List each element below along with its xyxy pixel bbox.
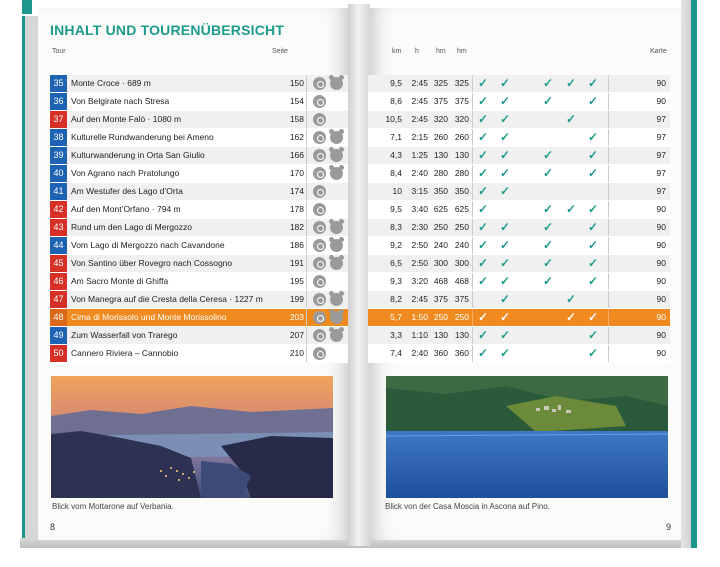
tour-page: 195 <box>289 276 304 286</box>
walk-icon <box>313 293 326 306</box>
dog-icon <box>330 293 343 306</box>
cover-right-edge <box>681 0 697 548</box>
walk-icon <box>313 239 326 252</box>
check-icon: ✓ <box>588 310 599 324</box>
tour-km: 7,4 <box>390 348 402 358</box>
tour-number: 36 <box>50 93 67 110</box>
header-hm-up: hm <box>436 48 446 55</box>
tour-karte: 90 <box>656 258 666 268</box>
check-icon: ✓ <box>478 184 489 198</box>
dog-icon <box>330 131 343 144</box>
tour-name: Kulturwanderung in Orta San Giulio <box>71 150 205 160</box>
tour-name: Kulturelle Rundwanderung bei Ameno <box>71 132 214 142</box>
tour-name: Am Sacro Monte di Ghiffa <box>71 276 169 286</box>
tour-page: 191 <box>289 258 304 268</box>
check-icon: ✓ <box>478 220 489 234</box>
tour-name: Von Agrano nach Pratolungo <box>71 168 180 178</box>
tour-number: 47 <box>50 291 67 308</box>
tour-name: Auf den Mont’Orfano · 794 m <box>71 204 181 214</box>
walk-icon <box>313 185 326 198</box>
tour-row-stats <box>368 237 670 255</box>
tour-number: 49 <box>50 327 67 344</box>
header-tour: Tour <box>52 48 66 55</box>
check-icon: ✓ <box>478 112 489 126</box>
walk-icon <box>313 311 326 324</box>
tour-row <box>50 255 348 273</box>
tour-row <box>50 183 348 201</box>
check-icon: ✓ <box>500 166 511 180</box>
check-icon: ✓ <box>478 310 489 324</box>
walk-icon <box>313 149 326 162</box>
check-icon: ✓ <box>543 148 554 162</box>
tour-row-stats <box>368 75 670 93</box>
walk-icon <box>313 203 326 216</box>
check-icon: ✓ <box>588 328 599 342</box>
check-icon: ✓ <box>566 112 577 126</box>
tour-km: 10,5 <box>385 114 402 124</box>
dog-icon <box>330 311 343 324</box>
tour-row <box>50 147 348 165</box>
tour-row-stats <box>368 327 670 345</box>
check-icon: ✓ <box>500 346 511 360</box>
tour-row <box>50 291 348 309</box>
check-icon: ✓ <box>588 274 599 288</box>
tour-hm2: 260 <box>454 132 469 142</box>
tour-hm1: 280 <box>433 168 448 178</box>
tour-page: 182 <box>289 222 304 232</box>
tour-h: 3:15 <box>411 186 428 196</box>
walk-icon <box>313 257 326 270</box>
tour-page: 150 <box>289 78 304 88</box>
tour-name: Cima di Morissolo und Monte Morissolino <box>71 312 227 322</box>
tour-page: 207 <box>289 330 304 340</box>
header-h: h <box>415 48 419 55</box>
tour-h: 2:50 <box>411 258 428 268</box>
tour-h: 2:50 <box>411 240 428 250</box>
check-icon: ✓ <box>543 238 554 252</box>
tour-page: 166 <box>289 150 304 160</box>
check-icon: ✓ <box>566 76 577 90</box>
check-icon: ✓ <box>543 76 554 90</box>
tour-hm1: 375 <box>433 294 448 304</box>
walk-icon <box>313 275 326 288</box>
tour-number: 41 <box>50 183 67 200</box>
check-icon: ✓ <box>478 130 489 144</box>
check-icon: ✓ <box>566 292 577 306</box>
walk-icon <box>313 113 326 126</box>
header-km: km <box>392 48 402 55</box>
check-icon: ✓ <box>543 202 554 216</box>
tour-row <box>50 75 348 93</box>
tour-row <box>50 111 348 129</box>
tour-hm2: 468 <box>454 276 469 286</box>
tour-row-stats <box>368 93 670 111</box>
tour-hm1: 240 <box>433 240 448 250</box>
check-icon: ✓ <box>566 202 577 216</box>
tour-h: 1:10 <box>411 330 428 340</box>
dog-icon <box>330 167 343 180</box>
tour-karte: 90 <box>656 330 666 340</box>
tour-h: 2:45 <box>411 78 428 88</box>
tour-hm1: 260 <box>433 132 448 142</box>
tour-karte: 90 <box>656 294 666 304</box>
walk-icon <box>313 221 326 234</box>
dog-icon <box>330 221 343 234</box>
tour-hm1: 375 <box>433 96 448 106</box>
tour-name: Vom Lago di Mergozzo nach Cavandone <box>71 240 225 250</box>
tour-number: 43 <box>50 219 67 236</box>
cover-accent <box>22 0 32 14</box>
check-icon: ✓ <box>478 346 489 360</box>
tour-h: 3:20 <box>411 276 428 286</box>
tour-hm1: 468 <box>433 276 448 286</box>
dog-icon <box>330 77 343 90</box>
tour-row-stats <box>368 255 670 273</box>
tour-name: Auf den Monte Falò · 1080 m <box>71 114 182 124</box>
header-karte: Karte <box>650 48 667 55</box>
tour-page: 199 <box>289 294 304 304</box>
tour-row <box>50 129 348 147</box>
page-title: INHALT UND TOURENÜBERSICHT <box>50 22 285 38</box>
book-spine <box>348 4 370 546</box>
tour-h: 1:25 <box>411 150 428 160</box>
header-hm-down: hm <box>457 48 467 55</box>
tour-km: 8,4 <box>390 168 402 178</box>
check-icon: ✓ <box>588 346 599 360</box>
check-icon: ✓ <box>543 166 554 180</box>
check-icon: ✓ <box>500 238 511 252</box>
tour-row <box>50 345 348 363</box>
check-icon: ✓ <box>588 94 599 108</box>
tour-km: 5,7 <box>390 312 402 322</box>
check-icon: ✓ <box>500 112 511 126</box>
tour-row-stats <box>368 309 670 327</box>
tour-km: 3,3 <box>390 330 402 340</box>
check-icon: ✓ <box>543 94 554 108</box>
tour-page: 210 <box>289 348 304 358</box>
walk-icon <box>313 167 326 180</box>
tour-km: 9,5 <box>390 204 402 214</box>
check-icon: ✓ <box>500 94 511 108</box>
check-icon: ✓ <box>478 166 489 180</box>
tour-row-stats <box>368 129 670 147</box>
tour-km: 8,2 <box>390 294 402 304</box>
tour-h: 2:40 <box>411 168 428 178</box>
tour-number: 37 <box>50 111 67 128</box>
walk-icon <box>313 347 326 360</box>
walk-icon <box>313 131 326 144</box>
check-icon: ✓ <box>500 310 511 324</box>
page-number-right: 9 <box>666 522 672 532</box>
tour-name: Rund um den Lago di Mergozzo <box>71 222 192 232</box>
walk-icon <box>313 77 326 90</box>
check-icon: ✓ <box>543 220 554 234</box>
check-icon: ✓ <box>588 130 599 144</box>
tour-hm2: 325 <box>454 78 469 88</box>
tour-hm2: 360 <box>454 348 469 358</box>
dog-icon <box>330 239 343 252</box>
tour-karte: 90 <box>656 240 666 250</box>
tour-number: 45 <box>50 255 67 272</box>
tour-page: 203 <box>289 312 304 322</box>
check-icon: ✓ <box>500 292 511 306</box>
tour-hm1: 360 <box>433 348 448 358</box>
tour-row-stats <box>368 111 670 129</box>
check-icon: ✓ <box>500 148 511 162</box>
tour-h: 2:15 <box>411 132 428 142</box>
tour-karte: 90 <box>656 348 666 358</box>
tour-h: 2:45 <box>411 96 428 106</box>
tour-karte: 97 <box>656 168 666 178</box>
tour-hm2: 350 <box>454 186 469 196</box>
tour-hm1: 625 <box>433 204 448 214</box>
tour-hm2: 130 <box>454 150 469 160</box>
tour-number: 50 <box>50 345 67 362</box>
tour-number: 44 <box>50 237 67 254</box>
tour-row <box>50 219 348 237</box>
tour-hm2: 250 <box>454 312 469 322</box>
tour-hm2: 280 <box>454 168 469 178</box>
tour-hm2: 375 <box>454 294 469 304</box>
tour-row <box>50 93 348 111</box>
tour-name: Von Santino über Rovegro nach Cossogno <box>71 258 233 268</box>
dog-icon <box>330 329 343 342</box>
tour-h: 2:45 <box>411 294 428 304</box>
tour-hm1: 320 <box>433 114 448 124</box>
tour-row-stats <box>368 147 670 165</box>
check-icon: ✓ <box>500 256 511 270</box>
tour-km: 8,3 <box>390 222 402 232</box>
tour-karte: 90 <box>656 312 666 322</box>
tour-h: 2:30 <box>411 222 428 232</box>
check-icon: ✓ <box>588 238 599 252</box>
tour-page: 186 <box>289 240 304 250</box>
dog-icon <box>330 149 343 162</box>
tour-row-stats <box>368 345 670 363</box>
tour-row-stats <box>368 291 670 309</box>
check-icon: ✓ <box>500 184 511 198</box>
tour-hm2: 625 <box>454 204 469 214</box>
tour-page: 158 <box>289 114 304 124</box>
tour-row-stats <box>368 219 670 237</box>
check-icon: ✓ <box>500 274 511 288</box>
tour-page: 174 <box>289 186 304 196</box>
check-icon: ✓ <box>543 274 554 288</box>
tour-name: Zum Wasserfall von Trarego <box>71 330 178 340</box>
tour-row-stats <box>368 165 670 183</box>
tour-hm2: 320 <box>454 114 469 124</box>
tour-number: 46 <box>50 273 67 290</box>
tour-h: 2:45 <box>411 114 428 124</box>
tour-row <box>50 165 348 183</box>
tour-km: 9,2 <box>390 240 402 250</box>
tour-km: 4,3 <box>390 150 402 160</box>
tour-name: Am Westufer des Lago d’Orta <box>71 186 183 196</box>
check-icon: ✓ <box>543 256 554 270</box>
tour-karte: 90 <box>656 96 666 106</box>
check-icon: ✓ <box>500 328 511 342</box>
tour-karte: 90 <box>656 276 666 286</box>
caption-left: Blick vom Mottarone auf Verbania. <box>52 502 174 511</box>
tour-name: Von Manegra auf die Cresta della Ceresa · 1227 m <box>71 294 263 304</box>
tour-row <box>50 273 348 291</box>
tour-hm1: 300 <box>433 258 448 268</box>
tour-km: 9,5 <box>390 78 402 88</box>
tour-page: 154 <box>289 96 304 106</box>
tour-number: 39 <box>50 147 67 164</box>
walk-icon <box>313 95 326 108</box>
check-icon: ✓ <box>500 76 511 90</box>
tour-h: 2:40 <box>411 348 428 358</box>
tour-karte: 97 <box>656 114 666 124</box>
check-icon: ✓ <box>478 148 489 162</box>
tour-km: 9,3 <box>390 276 402 286</box>
tour-karte: 90 <box>656 204 666 214</box>
tour-number: 38 <box>50 129 67 146</box>
check-icon: ✓ <box>588 256 599 270</box>
tour-km: 8,6 <box>390 96 402 106</box>
photo-verbania <box>51 376 333 498</box>
tour-number: 40 <box>50 165 67 182</box>
tour-row <box>50 237 348 255</box>
tour-karte: 90 <box>656 78 666 88</box>
tour-h: 1:50 <box>411 312 428 322</box>
check-icon: ✓ <box>478 256 489 270</box>
check-icon: ✓ <box>588 166 599 180</box>
tour-hm2: 375 <box>454 96 469 106</box>
tour-km: 6,5 <box>390 258 402 268</box>
tour-karte: 97 <box>656 186 666 196</box>
dog-icon <box>330 257 343 270</box>
tour-karte: 97 <box>656 150 666 160</box>
check-icon: ✓ <box>478 94 489 108</box>
tour-hm2: 250 <box>454 222 469 232</box>
check-icon: ✓ <box>500 220 511 234</box>
tour-hm1: 350 <box>433 186 448 196</box>
tour-hm2: 240 <box>454 240 469 250</box>
tour-page: 170 <box>289 168 304 178</box>
check-icon: ✓ <box>588 76 599 90</box>
tour-hm1: 250 <box>433 222 448 232</box>
tour-row-stats <box>368 273 670 291</box>
tour-h: 3:40 <box>411 204 428 214</box>
check-icon: ✓ <box>478 76 489 90</box>
tour-hm1: 130 <box>433 150 448 160</box>
tour-km: 10 <box>392 186 402 196</box>
header-seite: Seite <box>272 48 288 55</box>
tour-row <box>50 309 348 327</box>
page-number-left: 8 <box>50 522 56 532</box>
check-icon: ✓ <box>478 202 489 216</box>
tour-hm2: 300 <box>454 258 469 268</box>
tour-row-stats <box>368 201 670 219</box>
check-icon: ✓ <box>588 220 599 234</box>
tour-page: 178 <box>289 204 304 214</box>
tour-row <box>50 201 348 219</box>
tour-number: 42 <box>50 201 67 218</box>
check-icon: ✓ <box>588 148 599 162</box>
walk-icon <box>313 329 326 342</box>
tour-name: Cannero Riviera – Cannobio <box>71 348 179 358</box>
check-icon: ✓ <box>478 238 489 252</box>
check-icon: ✓ <box>478 328 489 342</box>
tour-hm1: 130 <box>433 330 448 340</box>
tour-km: 7,1 <box>390 132 402 142</box>
tour-number: 35 <box>50 75 67 92</box>
tour-karte: 90 <box>656 222 666 232</box>
tour-number: 48 <box>50 309 67 326</box>
tour-hm1: 250 <box>433 312 448 322</box>
tour-page: 162 <box>289 132 304 142</box>
tour-name: Von Belgirate nach Stresa <box>71 96 170 106</box>
check-icon: ✓ <box>478 274 489 288</box>
tour-hm2: 130 <box>454 330 469 340</box>
tour-name: Monte Croce · 689 m <box>71 78 151 88</box>
tour-karte: 97 <box>656 132 666 142</box>
tour-hm1: 325 <box>433 78 448 88</box>
tour-row-stats <box>368 183 670 201</box>
photo-pino <box>386 376 668 498</box>
caption-right: Blick von der Casa Moscia in Ascona auf Pino. <box>385 502 550 511</box>
check-icon: ✓ <box>500 130 511 144</box>
tour-row <box>50 327 348 345</box>
check-icon: ✓ <box>588 202 599 216</box>
check-icon: ✓ <box>566 310 577 324</box>
